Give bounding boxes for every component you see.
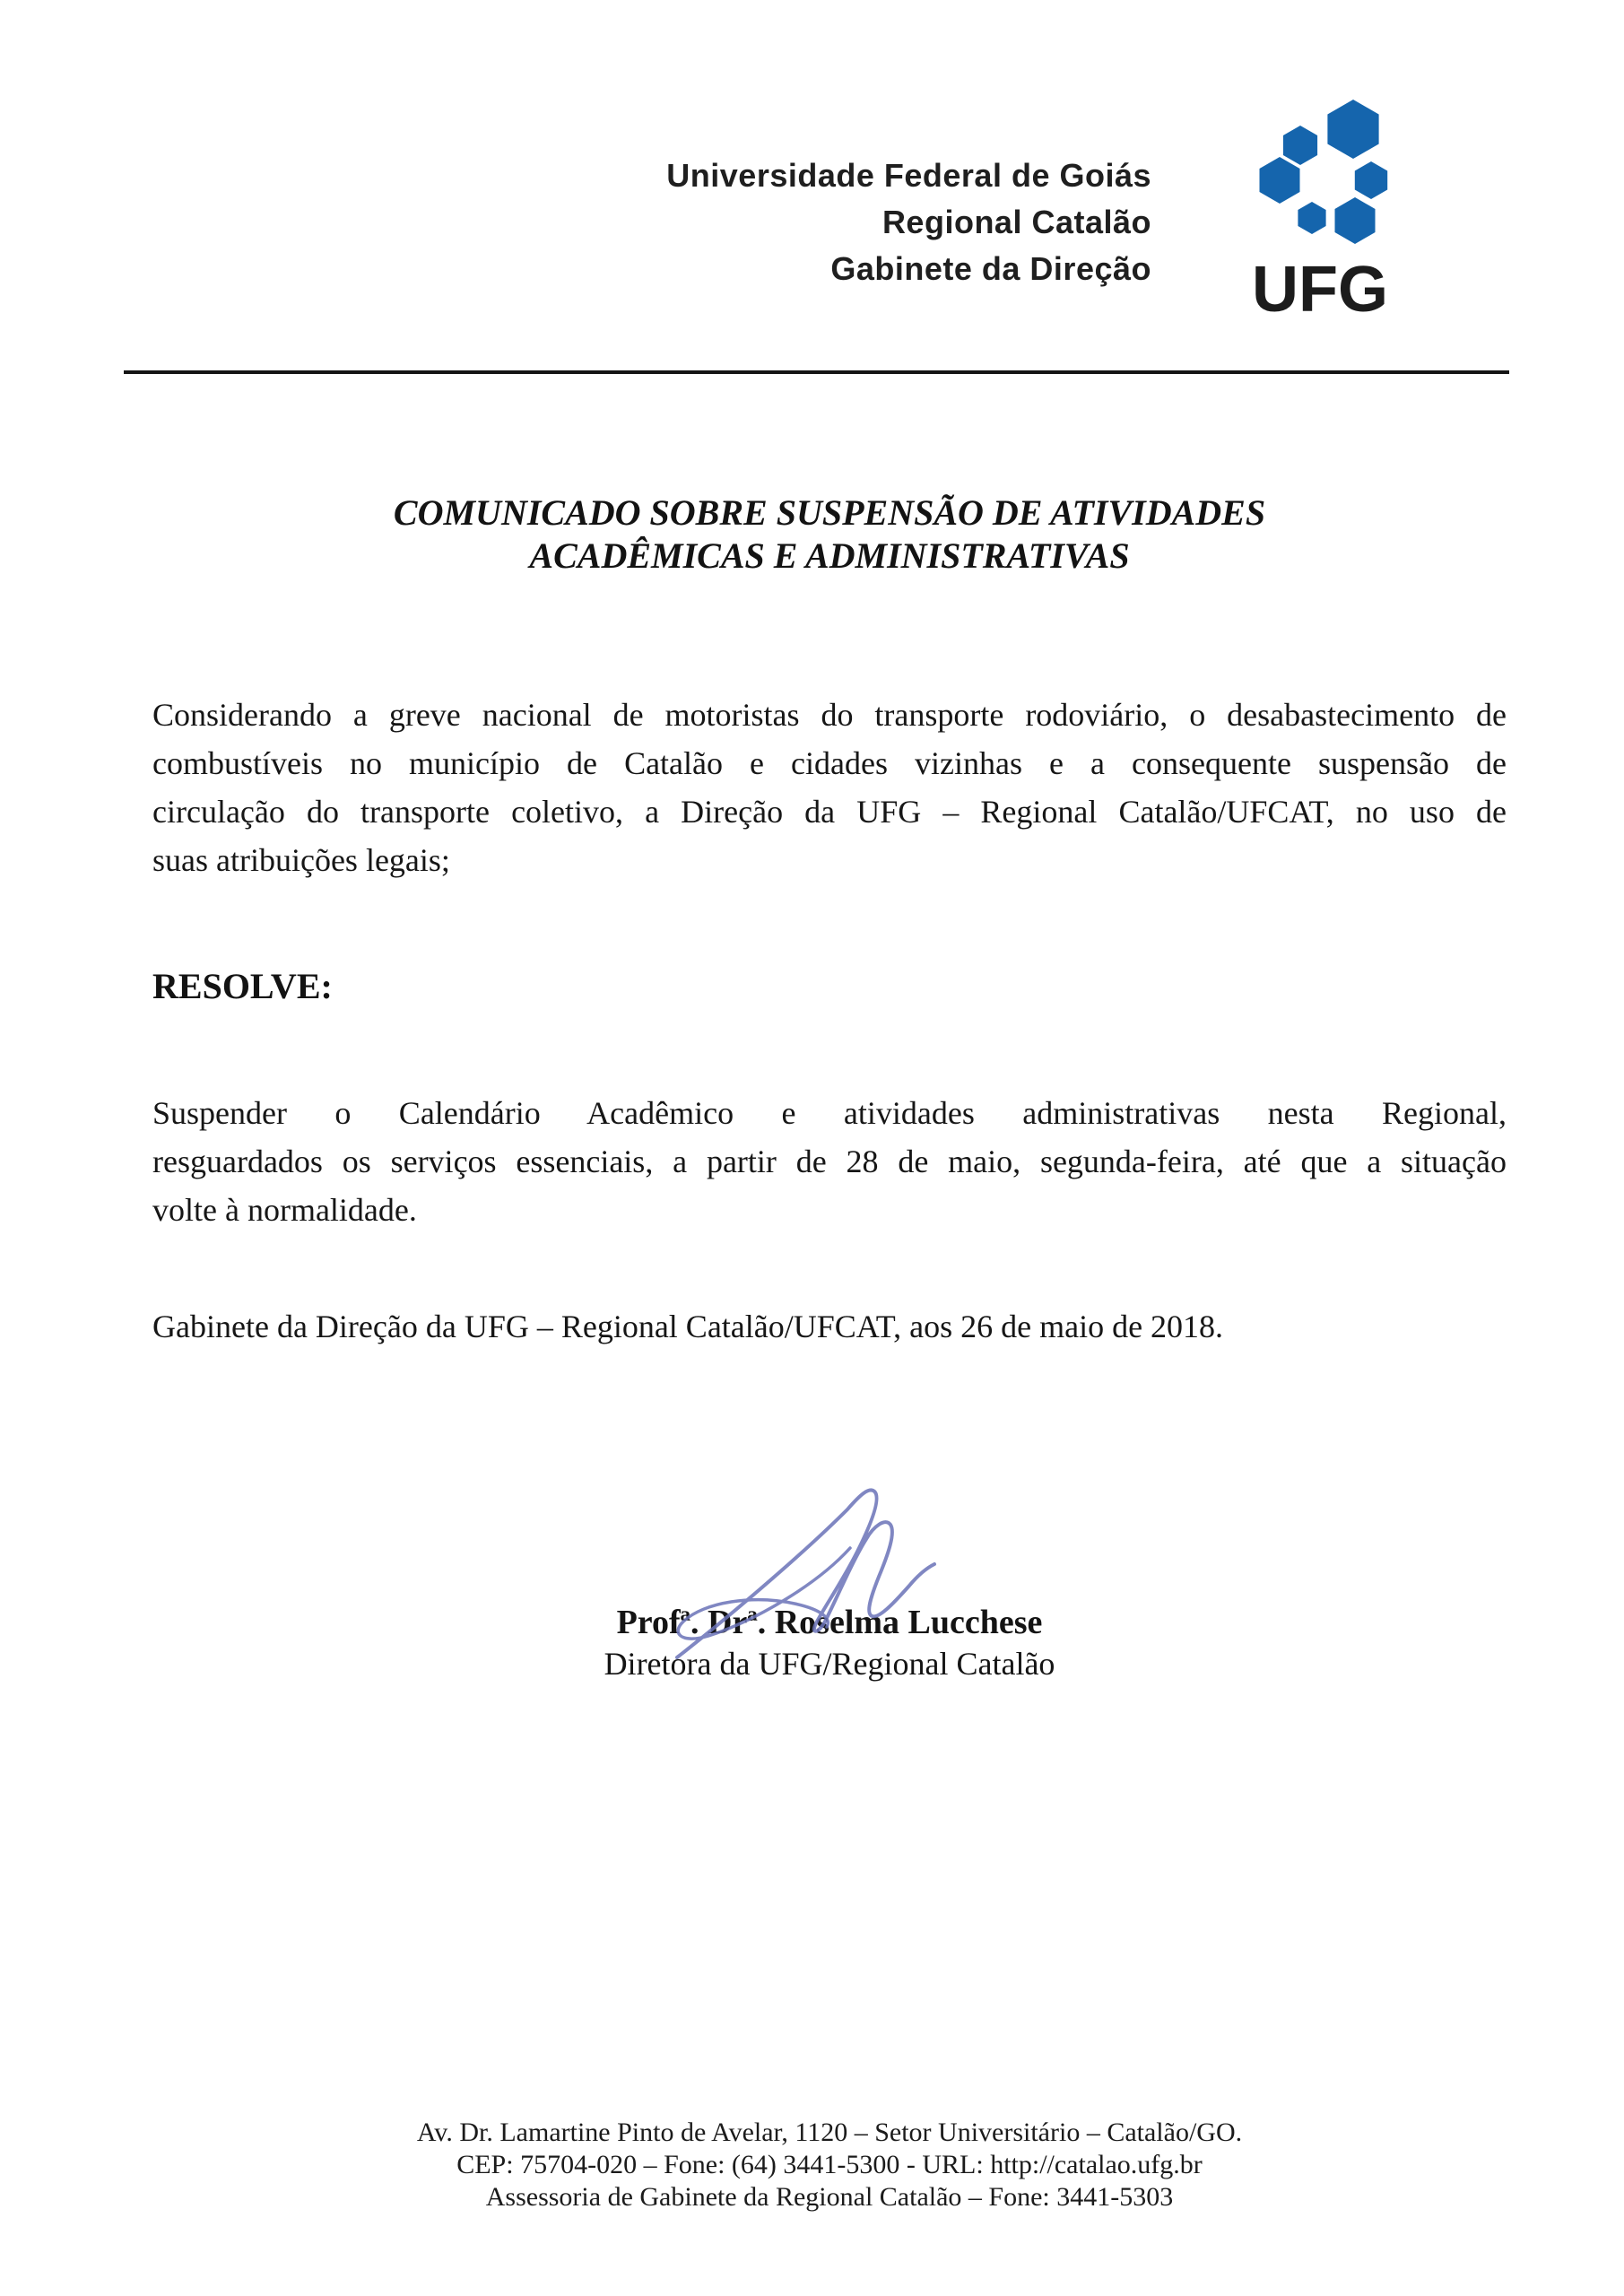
letterhead-org-block xyxy=(666,152,1151,292)
paragraph-line: circulação do transporte coletivo, a Direção da UFG – Regional Catalão/UFCAT, no uso de xyxy=(152,794,1507,830)
document-title-line-2: ACADÊMICAS E ADMINISTRATIVAS xyxy=(529,535,1130,576)
ufg-hexagons-logo-icon xyxy=(1254,95,1394,249)
document-title xyxy=(152,491,1507,578)
resolution-paragraph xyxy=(152,1089,1507,1234)
org-line-university: Universidade Federal de Goiás xyxy=(666,157,1151,194)
footer-address-line: Av. Dr. Lamartine Pinto de Avelar, 1120 – Setor Universitário – Catalão/GO. xyxy=(416,2118,1243,2147)
ufg-wordmark: UFG xyxy=(1252,254,1388,326)
paragraph-line: suas atribuições legais; xyxy=(152,842,450,878)
paragraph-line: volte à normalidade. xyxy=(152,1192,417,1228)
paragraph-line: combustíveis no município de Catalão e cidades vizinhas e a consequente suspensão de xyxy=(152,745,1507,781)
footer-office-line: Assessoria de Gabinete da Regional Catalão – Fone: 3441-5303 xyxy=(485,2182,1174,2212)
paragraph-line: Suspender o Calendário Acadêmico e atividades administrativas nesta Regional, xyxy=(152,1095,1507,1131)
paragraph-line: resguardados os serviços essenciais, a partir de 28 de maio, segunda-feira, até que a situação xyxy=(152,1144,1507,1179)
paragraph-line: Considerando a greve nacional de motoristas do transporte rodoviário, o desabastecimento de xyxy=(152,697,1507,733)
signer-role: Diretora da UFG/Regional Catalão xyxy=(604,1646,1055,1682)
handwritten-signature-scrawl xyxy=(619,1460,960,1666)
resolve-heading: RESOLVE: xyxy=(152,966,333,1006)
org-line-office: Gabinete da Direção xyxy=(830,250,1151,287)
header-divider-line xyxy=(124,370,1509,374)
signer-name: Profª. Drª. Roselma Lucchese xyxy=(616,1604,1043,1641)
place-date-line: Gabinete da Direção da UFG – Regional Catalão/UFCAT, aos 26 de maio de 2018. xyxy=(152,1309,1224,1344)
considerations-paragraph xyxy=(152,691,1507,884)
footer-contact-line: CEP: 75704-020 – Fone: (64) 3441-5300 - URL: http://catalao.ufg.br xyxy=(456,2150,1203,2179)
footer-address-block xyxy=(152,2117,1507,2213)
document-title-line-1: COMUNICADO SOBRE SUSPENSÃO DE ATIVIDADES xyxy=(393,492,1266,533)
org-line-regional: Regional Catalão xyxy=(881,204,1151,240)
